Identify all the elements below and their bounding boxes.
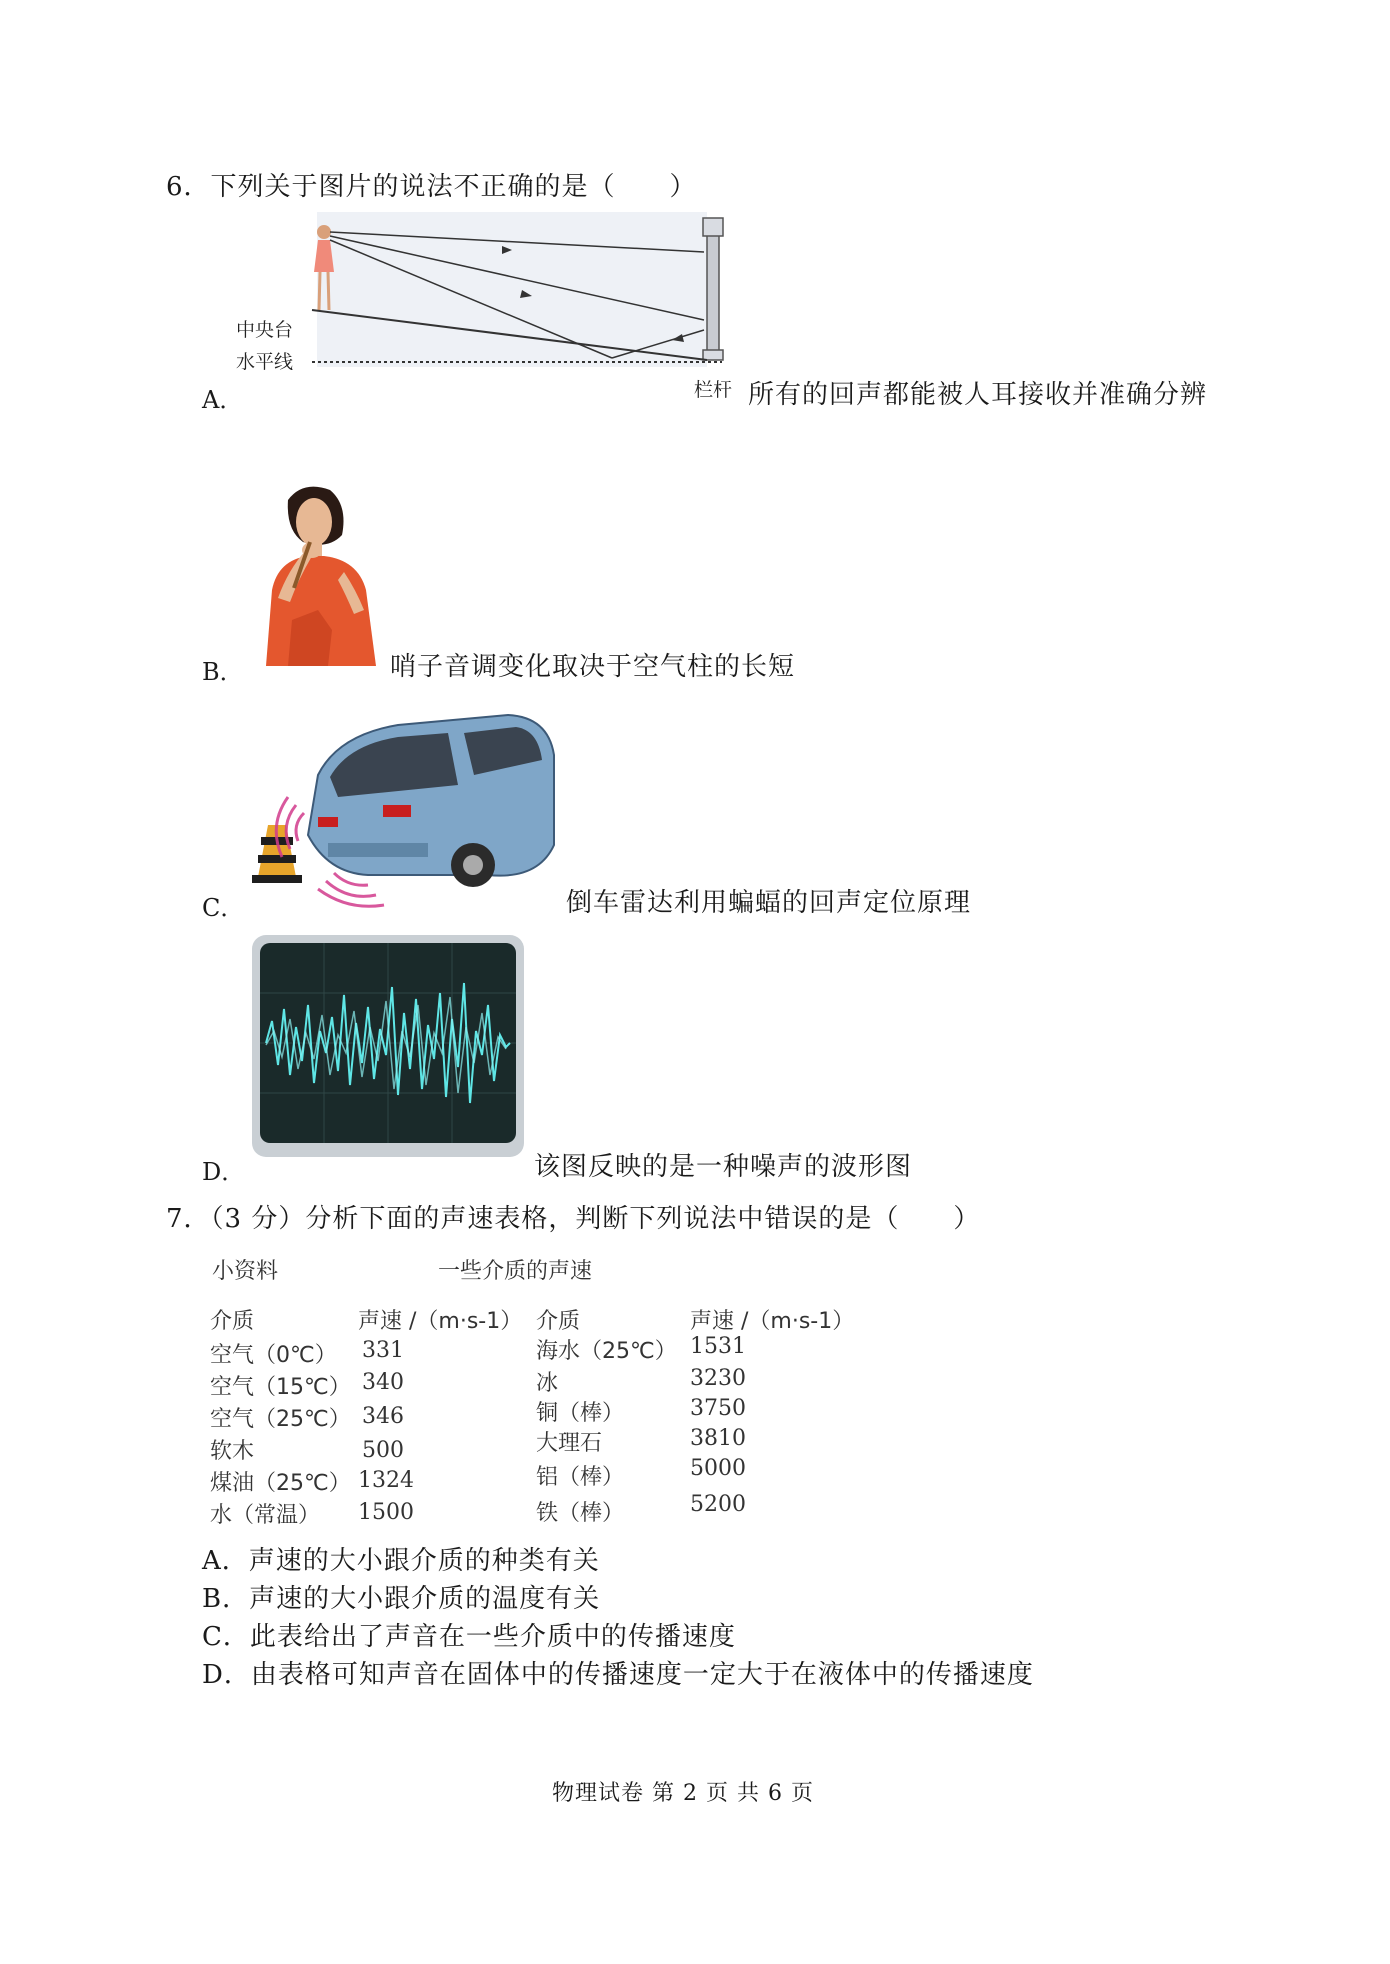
- table-row-medium: 冰: [536, 1371, 559, 1396]
- table-caption-left: 小资料: [212, 1259, 279, 1284]
- table-row-medium: 空气（15℃）: [210, 1375, 351, 1400]
- q7-option-c-text: 此表给出了声音在一些介质中的传播速度: [249, 1622, 736, 1652]
- q7-option-c-letter: C．: [202, 1622, 250, 1652]
- q6-option-c-letter: C．: [202, 894, 245, 922]
- q7-option-b-text: 声速的大小跟介质的温度有关: [249, 1584, 601, 1614]
- table-row-speed: 3750: [690, 1396, 746, 1421]
- table-row-medium: 软木: [210, 1439, 255, 1464]
- q7-option-b: [202, 1578, 600, 1615]
- platform-label: 中央台: [236, 319, 294, 341]
- table-row-speed: 5000: [690, 1456, 746, 1481]
- table-row-speed: 1531: [690, 1334, 746, 1359]
- reversing-radar-figure: [248, 705, 560, 910]
- table-row-medium: 空气（25℃）: [210, 1407, 351, 1432]
- horizon-label: 水平线: [236, 351, 294, 373]
- question-7-title: 7．（3 分）分析下面的声速表格，判断下列说法中错误的是（ ）: [166, 1204, 981, 1234]
- table-row-speed: 500: [362, 1438, 404, 1463]
- page-footer: 物理试卷 第 2 页 共 6 页: [552, 1781, 814, 1806]
- q7-option-d-text: 由表格可知声音在固体中的传播速度一定大于在液体中的传播速度: [250, 1660, 1034, 1690]
- table-row-medium: 海水（25℃）: [536, 1339, 677, 1364]
- table-row-speed: 3810: [690, 1426, 746, 1451]
- q6-option-a-text: 所有的回声都能被人耳接收并准确分辨: [748, 380, 1208, 410]
- table-row-medium: 煤油（25℃）: [210, 1471, 351, 1496]
- table-row-speed: 346: [362, 1404, 404, 1429]
- q6-option-a-letter: A．: [202, 386, 244, 414]
- table-row-medium: 水（常温）: [210, 1503, 321, 1528]
- table-row-speed: 1500: [358, 1500, 414, 1525]
- q7-option-d-letter: D．: [202, 1660, 251, 1690]
- noise-waveform-figure: [252, 935, 524, 1157]
- table-caption-center: 一些介质的声速: [438, 1259, 593, 1284]
- q7-option-a-text: 声速的大小跟介质的种类有关: [248, 1546, 600, 1576]
- question-6-title: 6．下列关于图片的说法不正确的是（ ）: [166, 172, 697, 202]
- table-row-medium: 空气（0℃）: [210, 1343, 337, 1368]
- table-header-medium-right: 介质: [536, 1309, 581, 1334]
- table-row-medium: 铁（棒）: [536, 1501, 625, 1526]
- echo-diagram-figure: [232, 210, 752, 400]
- q6-option-d-letter: D．: [202, 1158, 246, 1186]
- table-row-speed: 331: [362, 1338, 404, 1363]
- q7-option-b-letter: B．: [202, 1584, 250, 1614]
- table-row-speed: 3230: [690, 1366, 746, 1391]
- table-row-speed: 1324: [358, 1468, 414, 1493]
- q6-option-d-text: 该图反映的是一种噪声的波形图: [534, 1152, 913, 1182]
- q7-option-a: [202, 1540, 600, 1577]
- table-row-speed: 5200: [690, 1492, 746, 1517]
- q7-option-c: [202, 1616, 736, 1653]
- table-row-medium: 铜（棒）: [536, 1401, 625, 1426]
- table-row-speed: 340: [362, 1370, 404, 1395]
- q6-option-b-letter: B．: [202, 658, 244, 686]
- table-row-medium: 大理石: [536, 1431, 603, 1456]
- table-header-speed-right: 声速 /（m·s-1）: [690, 1309, 855, 1334]
- table-header-speed-left: 声速 /（m·s-1）: [358, 1309, 523, 1334]
- whistle-woman-figure: [258, 480, 382, 666]
- table-row-medium: 铝（棒）: [536, 1465, 625, 1490]
- q6-option-b-text: 哨子音调变化取决于空气柱的长短: [390, 652, 796, 682]
- q7-option-d: [202, 1654, 1034, 1691]
- q7-option-a-letter: A．: [202, 1546, 249, 1576]
- table-header-medium-left: 介质: [210, 1309, 255, 1334]
- q6-option-c-text: 倒车雷达利用蝙蝠的回声定位原理: [566, 888, 972, 918]
- railing-label: 栏杆: [694, 379, 733, 400]
